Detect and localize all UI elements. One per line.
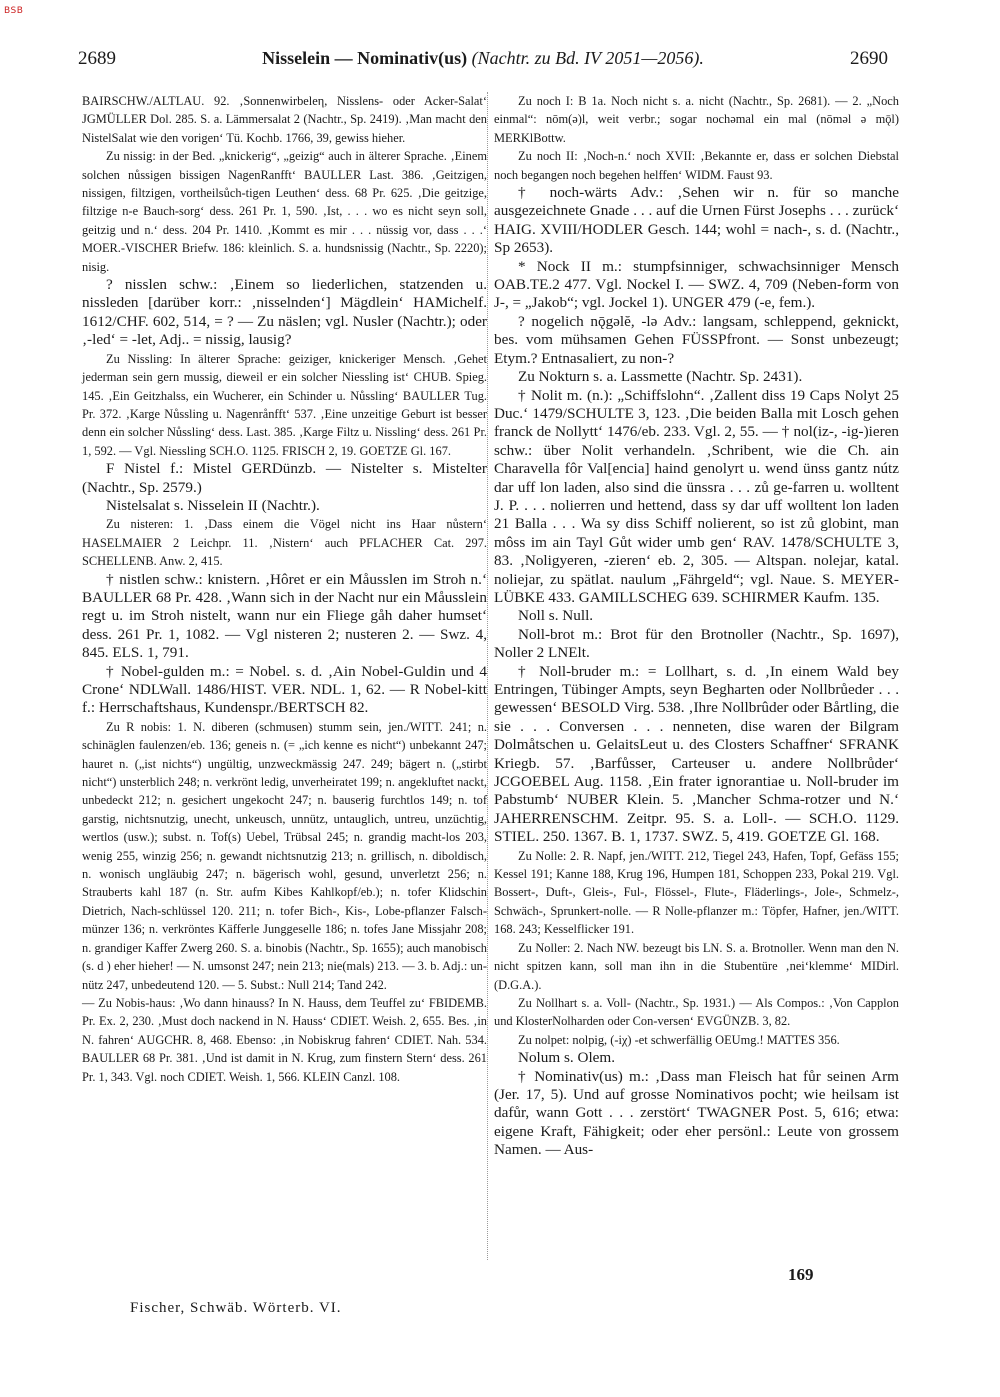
dictionary-entry: † Noll-bruder m.: = Lollhart, s. d. ‚In einem Wald bey Entringen, Tübinger Ampts, seyn Begharten oder Nollbrůeder . . . gewessen‘ BESOLD Virg. 538. ‚Ihre Nollbrûder oder Bårtling, die sie . . . Conversen . . . nenneten, dise waren der Bilgram Dolmåtschen u. GelaitsLeut u. des Closters Schaffner‘ SFRANK Kriegb. 57. ‚Barfůsser, Carteuser u. andere Nollbrůder‘ JCGOEBEL Aug. 1158. ‚Ein frater ignorantiae u. Noll-bruder im Pabstumb‘ NUBER Klein. 5. ‚Mancher Schma-rotzer und N.‘ JAHERRENSCHM. Zeitpr. 95. S. a. Loll-. — SCH.O. 1129. STIEL. 250. 1367. B. 1, 1737. SWZ. 5, 419. GOETZE Gl. 168.: [494, 662, 899, 846]
footer-signature: Fischer, Schwäb. Wörterb. VI.: [130, 1300, 342, 1316]
dictionary-entry: Zu Nolle: 2. R. Napf, jen./WITT. 212, Tiegel 243, Hafen, Topf, Gefäss 155; Kessel 191; Kanne 188, Krug 196, Humpen 181, Schoppen 233, Pokal 219. Vgl. Bossert-, Duft-, Gleis-, Ful-, Flössel-, Flute-, Fläderlings-, Jole-, Schmelz-, Schwäch-, Sprunkert-nolle. — R Nolle-pflanzer m.: Töpfer, Hafner, jen./WITT. 168. 243; Kesselflicker 191.: [494, 848, 899, 937]
dictionary-entry: † Nolit m. (n.): „Schiffslohn“. ‚Zallent diss 19 Caps Nolyt 25 Duc.‘ 1479/SCHULTE 3, 123. ‚Die beiden Balla mit Losch gehen franck de Nollytt‘ 1476/eb. 233. Vgl. 2, 55. — † nol(iz-, -ig-)ieren schw.: über Nolit verhandeln. ‚Schribent, wie die Ch. ain Charavella fôr Val[encia] haind genolyrt u. wend ünss gantz nútz dar uff lon laden, also sind die ünssra . . . zů ge-farren u. wolltent J. P. . . . nolierren und hettend, dass sy dar uff wolltent lon laden 21 Balla . . . Wa sy diss Schiff nolierent, so ist zů globint, man môss im ain Tayl Gůt wider umb gen‘ RAV. 1478/SCHULTE 3, 83. ‚Noligyeren, -zieren‘ eb. 2, 305. — Altspan. nolejar, katal. noliejar, zu spätlat. naulum „Fährgeld“; vgl. Naue. S. MEYER-LÜBKE 433. GAMILLSCHEG 639. SCHIRMER Kaufm. 135.: [494, 386, 899, 606]
page-header: [78, 48, 888, 74]
right-column: [494, 92, 899, 1160]
dictionary-entry: † Nobel-gulden m.: = Nobel. s. d. ‚Ain Nobel-Guldin und 4 Crone‘ NDLWall. 1486/HIST. VER. NDL. 1, 62. — R Nobel-kitt f.: Herrschaftshaus, Kundenspr./BERTSCH 82.: [82, 662, 487, 717]
page-number-right: 2690: [850, 48, 888, 69]
dictionary-entry: † noch-wärts Adv.: ‚Sehen wir n. für so manche ausgezeichnete Gnade . . . auf die Urnen Fürst Josephs . . . zurück‘ HAIG. XVIII/HODLER Gesch. 144; wohl = nach-, s. d. (Nachtr., Sp 2653).: [494, 184, 899, 257]
dictionary-entry: Nolum s. Olem.: [518, 1049, 616, 1067]
dictionary-entry: Noll-brot m.: Brot für den Brotnoller (Nachtr., Sp. 1697), Noller 2 LNElt.: [494, 625, 899, 662]
dictionary-entry: Zu nisteren: 1. ‚Dass einem die Vögel nicht ins Haar nůstern‘ HASELMAIER 2 Leichpr. 11. ‚Nistern‘ auch PFLACHER Cat. 297. SCHELLENB. Anw. 2, 415.: [82, 517, 487, 569]
dictionary-entry: ? nisslen schw.: ‚Einem so liederlichen, statzenden u. nissleden [darüber korr.: ‚nisselnden‘] Mägdlein‘ HAMichelf. 1612/CHF. 602, 514, = ? — Zu näslen; vgl. Nusler (Nachtr.); oder ‚-led‘ = -let, Adj.. = nissig, lausig?: [82, 276, 487, 349]
running-title: [78, 48, 888, 69]
dictionary-entry: ? nogelich nǭgəlĕ, -lə Adv.: langsam, schleppend, geknickt, bes. vom mühsamen Gehen FÜSSPfront. — Sonst unbezeugt; Etym.? Entnasaliert, zu non-?: [494, 312, 899, 367]
dictionary-entry: Zu nolpet: nolpig, (-iχ) -et schwerfällig OEUmg.! MATTES 356.: [518, 1032, 840, 1047]
dictionary-entry: — Zu Nobis-haus: ‚Wo dann hinauss? In N. Hauss, dem Teuffel zu‘ FBIDEMB. Pr. Ex. 2, 230. ‚Must doch nackend in N. Hauss‘ CDIET. Weish. 2, 655. Bes. ‚in N. fahren‘ AUGCHR. 8, 468. Ebenso: ‚in Nobiskrug fahren‘ CDIET. Nah. 534. BAULLER 68 Pr. 381. ‚Und ist damit in N. Krug, zum finstern Stern‘ dess. 261 Pr. 1, 343. Vgl. noch CDIET. Weish. 1, 566. KLEIN Canzl. 108.: [82, 995, 487, 1084]
column-divider: [487, 92, 489, 1260]
dictionary-entry: BAIRSCHW./ALTLAU. 92. ‚Sonnenwirbeleη, Nisslens- oder Acker-Salat‘ JGMÜLLER Dol. 285. S. a. Lämmersalat 2 (Nachtr., Sp. 2419). ‚Man macht den NistelSalat wie den vorigen‘ Tü. Kochb. 1766, 39, gewiss hieher.: [82, 94, 487, 145]
page-number-left: 2689: [78, 48, 116, 69]
dictionary-entry: Zu Nollhart s. a. Voll- (Nachtr., Sp. 1931.) — Als Compos.: ‚Von Capplon und KlosterNolharden oder Con-versen‘ EVGÜNZB. 3, 82.: [494, 995, 899, 1029]
dictionary-entry: F Nistel f.: Mistel GERDünzb. — Nistelter s. Mistelter (Nachtr., Sp. 2579.): [82, 460, 487, 496]
dictionary-entry: Zu noch II: ‚Noch-n.‘ noch XVII: ‚Bekannte er, dass er solchen Diebstal noch begangen noch begehen helffen‘ WIDM. Faust 93.: [494, 149, 899, 182]
dictionary-entry: Zu R nobis: 1. N. diberen (schmusen) stumm sein, jen./WITT. 241; n. schinäglen faulenzen/eb. 136; geneis n. (= „ich kenne es nicht“) unbekannt 247; hauret n. („ist nichts“) ungültig, unzweckmässig 247. 249; bägert n. („stirbt nicht“) unsterblich 248; n. verkrönt ledig, unverheiratet 199; n. angekluftet nackt, unbedeckt 212; n. gesichert ungekocht 247; n. bauserig furchtlos 149; n. tof garstig, nichtsnutzig, unecht, unkeusch, unnütz, untauglich, untreu, unzüchtig, wertlos (usw.); subst. n. Tof(s) Uebel, Trübsal 245; n. grandig macht-los 203, wenig 255, winzig 256; n. gewandt nichtsnutzig 213; n. grillisch, n. diboldisch, n. wonisch ungläubig 247; n. bägerisch wohl, gesund, unverletzt 256; n. Strauberts kahl 187 (n. Str. aufm Kibes Kahlkopf/eb.); n. tofer Klidschin Dietrich, Nach-schlüssel 120. 211; n. tofer Bich-, Kis-, Lobe-pflanzer Falsch-münzer 136; n. verkröntes Käfferle Junggeselle 186; n. tofes Jane Missjahr 208; n. grandiger Kaffer Zwerg 260. S. a. binobis (Nachtr., Sp. 1655); auch manobisch (s. d ) eher hieher! — N. umsonst 247; nein 213; nie(mals) 213. — 3. b. Adj.: un-nütz 247, unbedeutend 120. — 5. Subst.: Null 214; Tand 242.: [82, 719, 487, 992]
left-column: [82, 92, 487, 1086]
sheet-number: 169: [788, 1265, 814, 1284]
dictionary-entry: Nistelsalat s. Nisselein II (Nachtr.).: [106, 496, 320, 514]
dictionary-entry: Zu Nokturn s. a. Lassmette (Nachtr. Sp. 2431).: [518, 368, 803, 386]
dictionary-entry: † Nominativ(us) m.: ‚Dass man Fleisch hat fůr seinen Arm (Jer. 17, 5). Und auf grosse Nominativos pocht; wie heilsam ist dafůr, wann Gott . . . zerstört‘ TWAGNER Post. 5, 616; etwa: eigene Kraft, Fähigkeit; oder eher persönl.: Leute von grossem Namen. — Aus-: [494, 1067, 899, 1159]
running-title-main: Nisselein — Nominativ(us): [262, 48, 468, 68]
dictionary-entry: * Nock II m.: stumpfsinniger, schwachsinniger Mensch OAB.TE.2 477. Vgl. Nockel I. — SWZ. 4, 709 (Neben-form von J-, = „Jakob“; vgl. Jockel 1). UNGER 479 (-e, fem.).: [494, 257, 899, 312]
dictionary-entry: Noll s. Null.: [518, 607, 594, 625]
dictionary-entry: Zu Noller: 2. Nach NW. bezeugt bis LN. S. a. Brotnoller. Wenn man den N. nicht spitzen kann, soll man ihn in die Stubentüre ‚nei‘klemme‘ MIDirl. (D.G.A.).: [494, 940, 899, 992]
dictionary-entry: Zu nissig: in der Bed. „knickerig“, „geizig“ auch in älterer Sprache. ‚Einem solchen nůssigen bissigen NagenRanfft‘ BAULLER Last. 386. ‚Geitzigen, nissigen, filtzigen, vortheilsůch-tigen Leuthen‘ dess. 68 Pr. 625. ‚Die geitzige, filtzige n-e Bauch-sorg‘ dess. 261 Pr. 1, 590. ‚Ist, . . . wo es nicht seyn soll, geitzig und n.‘ dess. 204 Pr. 1410. ‚Kommt es mir . . . nüssig vor, dass . . .‘ MOER.-VISCHER Briefw. 186: kleinlich. S. a. hundsnissig (Nachtr., Sp. 2220); nisig.: [82, 149, 487, 274]
library-stamp: BSB: [4, 6, 24, 16]
running-title-note: (Nachtr. zu Bd. IV 2051—2056).: [471, 48, 704, 68]
dictionary-entry: † nistlen schw.: knistern. ‚Hôret er ein Måusslen im Stroh n.‘ BAULLER 68 Pr. 428. ‚Wann sich in der Nacht nur ein Måusslein regt u. im Stroh nistelt, wann nur ein Fliege gåh daher humset‘ dess. 261 Pr. 1, 1082. — Vgl nisteren 2; nusteren 2. — Swz. 4, 845. ELS. 1, 791.: [82, 570, 487, 662]
dictionary-entry: Zu noch I: B 1a. Noch nicht s. a. nicht (Nachtr., Sp. 2681). — 2. „Noch einmal“: nōm(ə)l, weit verbr.; sogar nochəmal ein mal (nōməl ə mǭl) MERKlBottw.: [494, 94, 899, 145]
dictionary-entry: Zu Nissling: In älterer Sprache: geiziger, knickeriger Mensch. ‚Gehet jederman sein gern mussig, dieweil er ein solcher Niessling ist‘ CHUB. Spieg. 145. ‚Ein Geitzhalss, ein Wucherer, ein Schinder u. Nůssling‘ BAULLER Tug. Pr. 372. ‚Karge Nůssling u. Nagenrånfft‘ 537. ‚Eine unzeitige Geburt ist besser denn ein solcher Nůssling‘ dess. Last. 385. ‚Karge Filtz u. Nissling‘ dess. 261 Pr. 1, 592. — Vgl. Niessling SCH.O. 1125. FRISCH 2, 19. GOETZE Gl. 167.: [82, 351, 487, 458]
